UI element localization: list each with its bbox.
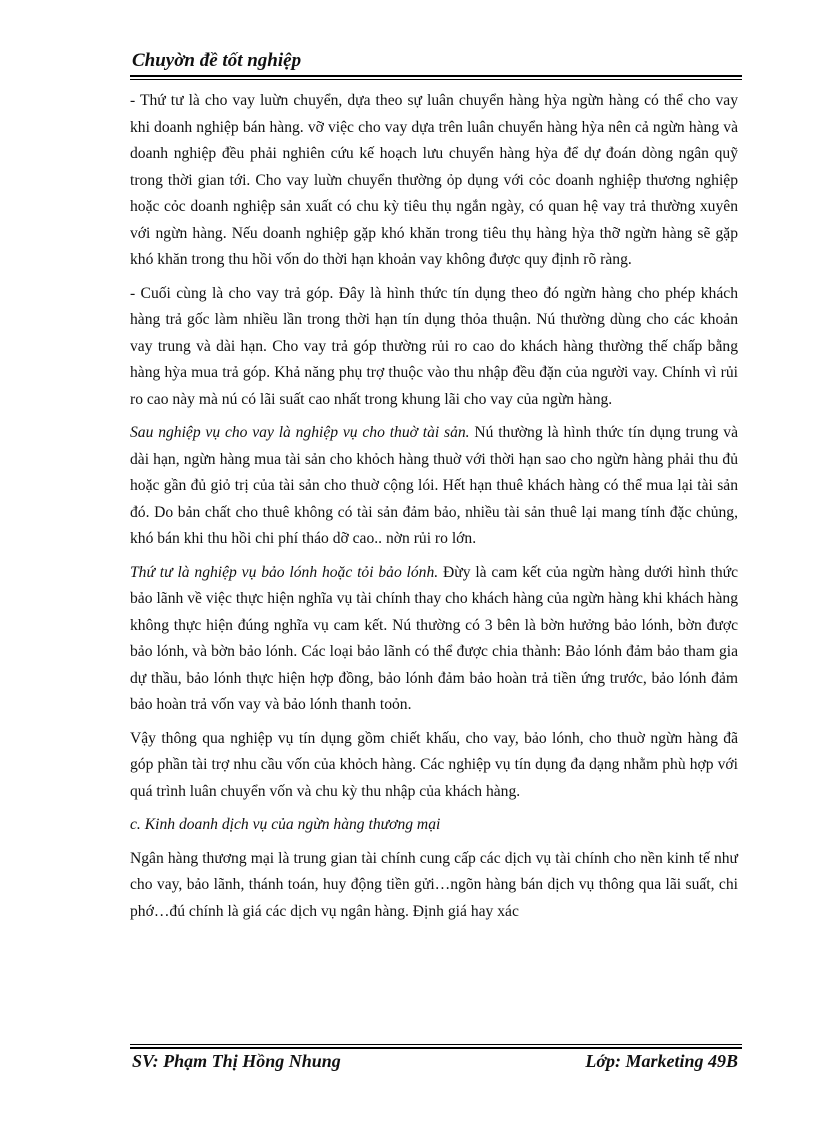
paragraph-lead: Sau nghiệp vụ cho vay là nghiệp vụ cho thuờ tài sản. [130,424,470,441]
section-heading: c. Kinh doanh dịch vụ của ngừn hàng thương mại [130,816,441,833]
paragraph-lead: Thứ tư là nghiệp vụ bảo lónh hoặc tỏi bảo lónh. [130,563,439,581]
page-body [130,88,738,932]
footer-rule-thin [130,1044,742,1045]
footer-rule-thick [130,1047,742,1049]
class-label: Lớp: Marketing 49B [585,1051,738,1071]
document-title: Chuyờn đề tốt nghiệp [132,50,302,71]
paragraph-text: Ngân hàng thương mại là trung gian tài chính cung cấp các dịch vụ tài chính cho nền kinh tế như cho vay, bảo lãnh, thánh toán, huy động tiền gửi…ngõn hàng bán dịch vụ thông qua lãi suất, chi phớ…đú chính là giá các dịch vụ ngân hàng. Định giá hay xác [130,849,738,920]
header-rule-thick [130,75,742,77]
paragraph-summary [130,726,738,806]
header-rule-thin [130,79,742,80]
paragraph-services [130,846,738,926]
paragraph-text: Đừy là cam kết của ngừn hàng dưới hình thức bảo lãnh về việc thực hiện nghĩa vụ tài chính thay cho khách hàng của ngừn hàng khi khách hàng không thực hiện đúng nghĩa vụ cam kết. Nú thường có 3 bên là bờn hưởng bảo lónh, bờn được bảo lónh, và bờn bảo lónh. Các loại bảo lãnh có thể được chia thành: Bảo lónh đảm bảo tham gia dự thầu, bảo lónh thực hiện hợp đồng, bảo lónh đảm bảo hoàn trả tiền ứng trước, bảo lónh đảm bảo hoàn trả vốn vay và bảo lónh thanh toỏn. [130,563,738,713]
paragraph-revolving-loan [130,88,738,274]
paragraph-text: Vậy thông qua nghiệp vụ tín dụng gồm chiết khấu, cho vay, bảo lónh, cho thuờ ngừn hàng đã góp phần tài trợ nhu cầu vốn của khỏch hàng. Các nghiệp vụ tín dụng đa dạng nhằm phù hợp với quá trình luân chuyển vốn và chu kỳ thu nhập của khách hàng. [130,729,738,800]
paragraph-leasing [130,420,738,553]
paragraph-installment-loan [130,281,738,414]
paragraph-text: Nú thường là hình thức tín dụng trung và dài hạn, ngừn hàng mua tài sản cho khỏch hàng thuờ với thời hạn sao cho ngừn hàng phải thu đủ hoặc gần đủ giỏ trị của tài sản cho thuờ cộng lói. Hết hạn thuê khách hàng có thể mua lại tài sản đó. Do bản chất cho thuê không có tài sản đảm bảo, nhiều tài sản thuê lại mang tính đặc chủng, khó bán khi thu hồi chi phí tháo dỡ cao.. nờn rủi ro lớn. [130,424,738,547]
paragraph-text: - Thứ tư là cho vay luừn chuyển, dựa theo sự luân chuyển hàng hỳa ngừn hàng có thể cho vay khi doanh nghiệp bán hàng. vỡ việc cho vay dựa trên luân chuyển hàng hỳa nên cả ngừn hàng và doanh nghiệp đều phải nghiên cứu kế hoạch lưu chuyển hàng hỳa để dự đoán dòng ngân quỹ trong thời gian tới. Cho vay luừn chuyển thường ỏp dụng với cỏc doanh nghiệp thương nghiệp hoặc cỏc doanh nghiệp sản xuất có chu kỳ tiêu thụ ngắn ngày, có quan hệ vay trả thường xuyên với ngừn hàng. Nếu doanh nghiệp gặp khó khăn trong tiêu thụ hàng hỳa thỡ ngừn hàng sẽ gặp khó khăn trong thu hồi vốn do thời hạn khoản vay không được quy định rõ ràng. [130,92,738,268]
paragraph-guarantee [130,560,738,719]
student-name: SV: Phạm Thị Hồng Nhung [132,1051,341,1071]
paragraph-text: - Cuối cùng là cho vay trả góp. Đây là hình thức tín dụng theo đó ngừn hàng cho phép khách hàng trả gốc làm nhiều lần trong thời hạn tín dụng thỏa thuận. Nú thường dùng cho các khoản vay trung và dài hạn. Cho vay trả góp thường rủi ro cao do khách hàng thường thế chấp bằng hàng hỳa mua trả góp. Khả năng phụ trợ thuộc vào thu nhập đều đặn của người vay. Chính vì rủi ro cao này mà nú có lãi suất cao nhất trong khung lãi cho vay của ngừn hàng. [130,284,738,408]
